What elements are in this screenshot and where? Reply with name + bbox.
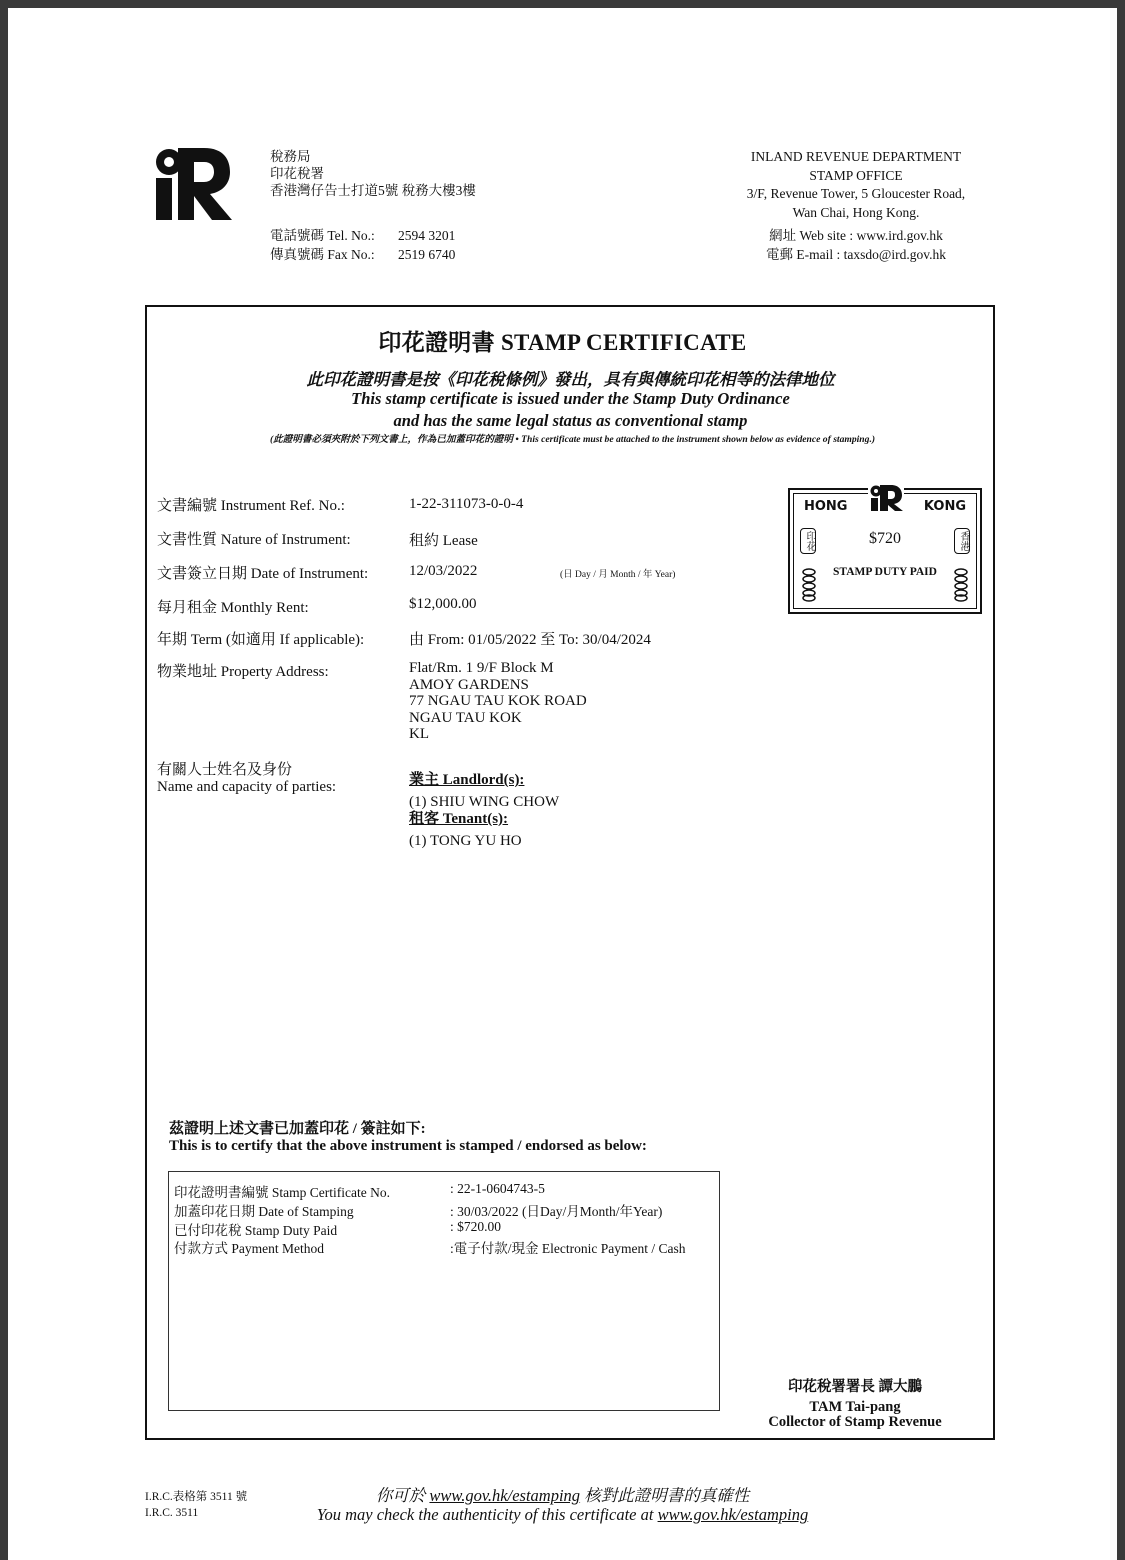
address-line: NGAU TAU KOK [409, 709, 522, 726]
contact-web [720, 226, 992, 264]
ird-mini-logo [868, 484, 904, 512]
endorsement-heading-zh: 茲證明上述文書已加蓋印花 / 簽註如下: [169, 1121, 426, 1137]
verify-zh-post: 核對此證明書的真確性 [580, 1486, 750, 1505]
parties-label-en: Name and capacity of parties: [157, 779, 337, 795]
address-line: Flat/Rm. 1 9/F Block M [409, 660, 554, 676]
field-label-term: 年期 Term (如適用 If applicable): [157, 632, 365, 648]
stamp-coin-stack-right-icon [954, 568, 968, 602]
endorsement-heading-en: This is to certify that the above instrument is stamped / endorsed as below: [169, 1138, 647, 1154]
field-value-nature: 租約 Lease [409, 533, 478, 549]
field-label-date: 文書簽立日期 Date of Instrument: [157, 566, 369, 582]
ird-logo [150, 146, 234, 222]
parties-label [157, 762, 336, 796]
address-line: 77 NGAU TAU KOK ROAD [409, 693, 587, 709]
website[interactable]: 網址 Web site : www.ird.gov.hk [769, 228, 943, 243]
stamp-hong: HONG [804, 499, 848, 514]
property-address [409, 660, 587, 743]
estamping-link[interactable]: www.gov.hk/estamping [429, 1486, 581, 1505]
verify-en-pre: You may check the authenticity of this certificate at [316, 1505, 658, 1524]
email[interactable]: 電郵 E-mail : taxsdo@ird.gov.hk [766, 247, 946, 262]
verify-zh-pre: 你可於 [375, 1486, 430, 1505]
collector-name: TAM Tai-pang [809, 1399, 901, 1415]
fax-value: 2519 6740 [398, 247, 456, 262]
stamp-kong: KONG [923, 499, 966, 514]
stamp-amount: $720 [869, 530, 901, 547]
landlord-heading: 業主 Landlord(s): [409, 772, 525, 788]
stamp-duty-seal [788, 488, 982, 614]
collector-title-en: Collector of Stamp Revenue [768, 1414, 942, 1430]
endorsement-label: 印花證明書編號 Stamp Certificate No. [174, 1185, 390, 1200]
attach-note: (此證明書必須夾附於下列文書上，作為已加蓋印花的證明 • This certificate must be attached to the instrument shown below as evidence of stamping.) [269, 434, 876, 445]
stamp-side-right: 香港 [954, 528, 970, 554]
collector-signature-block [750, 1400, 960, 1430]
field-label-ref: 文書編號 Instrument Ref. No.: [157, 498, 345, 514]
header-right-line: INLAND REVENUE DEPARTMENT [750, 149, 962, 164]
field-label-rent: 每月租金 Monthly Rent: [157, 600, 309, 616]
parties-label-zh: 有關人士姓名及身份 [157, 762, 293, 778]
collector-title-zh: 印花稅署署長 譚大鵬 [787, 1379, 923, 1395]
tenant-name: (1) TONG YU HO [409, 832, 522, 849]
field-value-ref: 1-22-311073-0-0-4 [409, 496, 524, 512]
landlord-name: (1) SHIU WING CHOW [409, 793, 560, 810]
field-value-date: 12/03/2022 [409, 563, 478, 579]
estamping-link-en[interactable]: www.gov.hk/estamping [657, 1505, 809, 1524]
endorsement-value: : 30/03/2022 (日Day/月Month/年Year) [450, 1204, 663, 1219]
contact-numbers [270, 226, 455, 264]
form-number-en: I.R.C. 3511 [145, 1507, 199, 1519]
endorsement-value: : 22-1-0604743-5 [450, 1181, 545, 1196]
address-line: AMOY GARDENS [409, 676, 529, 693]
tenant-heading: 租客 Tenant(s): [409, 811, 509, 827]
date-format-note: (日 Day / 月 Month / 年 Year) [560, 570, 676, 580]
tel-value: 2594 3201 [398, 228, 456, 243]
header-right-line: 3/F, Revenue Tower, 5 Gloucester Road, [746, 186, 966, 201]
verify-note-en [0, 1505, 1125, 1525]
stamp-paid-label: STAMP DUTY PAID [833, 566, 937, 578]
tel-label: 電話號碼 Tel. No.: [270, 228, 375, 243]
verify-note-zh [0, 1482, 1125, 1506]
fax-label: 傳真號碼 Fax No.: [270, 247, 375, 262]
subtitle-en-2: and has the same legal status as conventional stamp [393, 411, 748, 430]
header-right-line: STAMP OFFICE [809, 167, 903, 183]
parties-list [409, 770, 559, 852]
field-label-address: 物業地址 Property Address: [157, 664, 329, 680]
stamp-side-left: 印花 [800, 528, 816, 554]
endorsement-value: : $720.00 [450, 1219, 502, 1234]
header-left-line: 印花稅署 [270, 166, 324, 181]
field-label-nature: 文書性質 Nature of Instrument: [157, 532, 351, 548]
subtitle-zh: 此印花證明書是按《印花稅條例》發出，具有與傳統印花相等的法律地位 [306, 370, 835, 389]
subtitle-en-1: This stamp certificate is issued under the Stamp Duty Ordinance [351, 389, 790, 408]
stamp-coin-stack-left-icon [802, 568, 816, 602]
field-value-rent: $12,000.00 [409, 596, 477, 612]
header-left-line: 香港灣仔告士打道5號 稅務大樓3樓 [270, 183, 476, 198]
certificate-title: 印花證明書 STAMP CERTIFICATE [378, 330, 747, 355]
header-left-line: 稅務局 [270, 149, 311, 164]
header-right-address [720, 148, 992, 222]
endorsement-value: :電子付款/現金 Electronic Payment / Cash [450, 1241, 686, 1256]
endorsement-label: 加蓋印花日期 Date of Stamping [174, 1204, 354, 1219]
endorsement-label: 已付印花稅 Stamp Duty Paid [174, 1223, 338, 1238]
address-line: KL [409, 726, 429, 742]
header-left-address [270, 148, 476, 199]
endorsement-label: 付款方式 Payment Method [174, 1241, 324, 1256]
header-right-line: Wan Chai, Hong Kong. [792, 204, 920, 220]
form-number-zh: I.R.C.表格第 3511 號 [145, 1491, 248, 1503]
field-value-term: 由 From: 01/05/2022 至 To: 30/04/2024 [409, 632, 651, 648]
